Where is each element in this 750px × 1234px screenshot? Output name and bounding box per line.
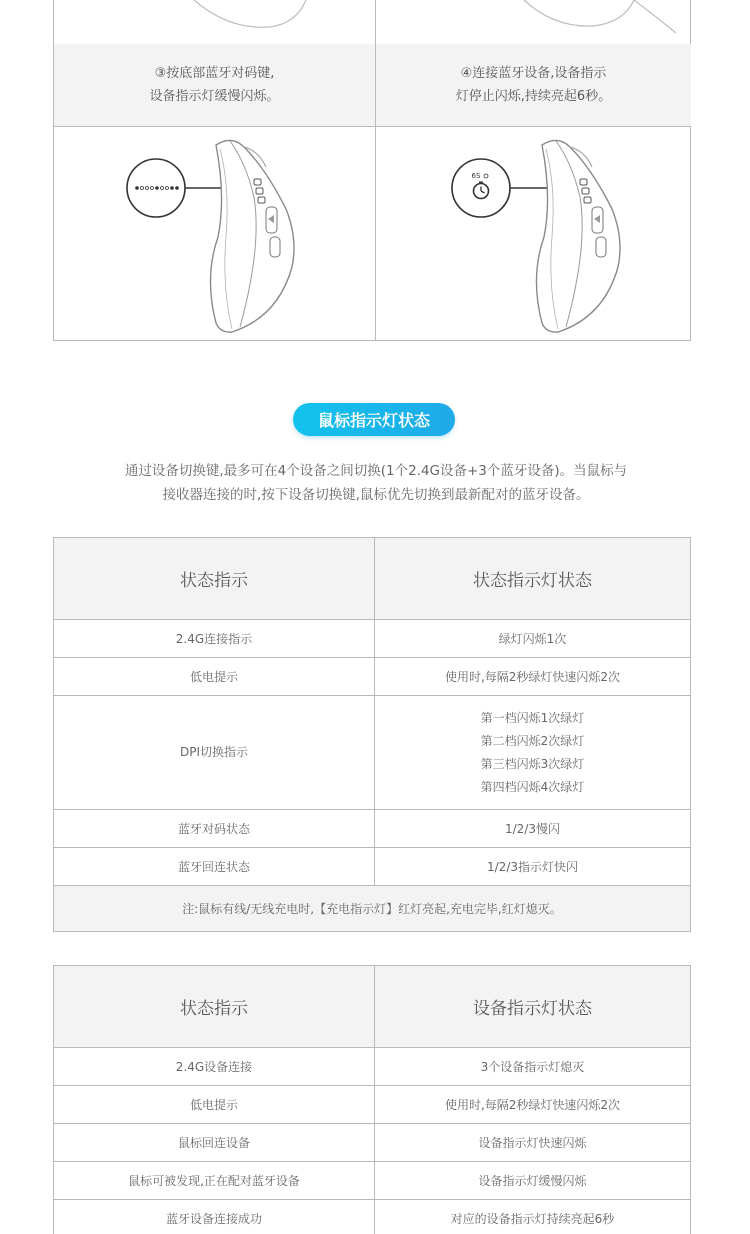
table-note-row [54, 886, 691, 932]
cropped-mouse-illustrations [54, 0, 691, 44]
table-row [54, 848, 691, 886]
step4-caption [376, 44, 691, 126]
table-cell: 设备指示灯缓慢闪烁 [375, 1162, 691, 1200]
table-cell: 蓝牙对码状态 [54, 810, 375, 848]
table-cell: 使用时,每隔2秒绿灯快速闪烁2次 [375, 1086, 691, 1124]
table-row [54, 1048, 691, 1086]
table-row [54, 658, 691, 696]
section-intro [60, 459, 692, 507]
six-seconds-badge: 6S [471, 172, 481, 180]
table-row [54, 810, 691, 848]
table-cell: 对应的设备指示灯持续亮起6秒 [375, 1200, 691, 1234]
table-cell: 低电提示 [54, 658, 375, 696]
table-cell: 鼠标回连设备 [54, 1124, 375, 1162]
table-cell: 鼠标可被发现,正在配对蓝牙设备 [54, 1162, 375, 1200]
table-row [54, 620, 691, 658]
table-cell: 1/2/3慢闪 [375, 810, 691, 848]
mouse-bottom-pairing-icon [54, 127, 375, 340]
table-row [54, 1124, 691, 1162]
dpi-level-2: 第二档闪烁2次绿灯 [480, 733, 585, 748]
table-header-status: 状态指示 [54, 966, 375, 1048]
mouse-connected-icon [376, 127, 691, 340]
table-cell: 1/2/3指示灯快闪 [375, 848, 691, 886]
table-header-row [54, 966, 691, 1048]
dpi-level-1: 第一档闪烁1次绿灯 [480, 710, 585, 725]
device-indicator-table [53, 965, 691, 1234]
table-cell: 2.4G设备连接 [54, 1048, 375, 1086]
table-note: 注:鼠标有线/无线充电时,【充电指示灯】红灯亮起,充电完毕,红灯熄灭。 [54, 886, 691, 932]
table-cell: 绿灯闪烁1次 [375, 620, 691, 658]
table-row [54, 1200, 691, 1234]
table-cell: 低电提示 [54, 1086, 375, 1124]
step4-illustration [376, 127, 691, 340]
table-header-row [54, 538, 691, 620]
table-cell: 3个设备指示灯熄灭 [375, 1048, 691, 1086]
step3-caption [54, 44, 375, 126]
intro-line1: 通过设备切换键,最多可在4个设备之间切换(1个2.4G设备+3个蓝牙设备)。当鼠标与 [124, 463, 628, 479]
table-cell: 使用时,每隔2秒绿灯快速闪烁2次 [375, 658, 691, 696]
table-row [54, 1086, 691, 1124]
dpi-level-4: 第四档闪烁4次绿灯 [480, 779, 585, 794]
instruction-grid [53, 0, 691, 341]
step3-caption-line1: ③按底部蓝牙对码键, [154, 66, 275, 81]
table-cell: 2.4G连接指示 [54, 620, 375, 658]
table-header-status: 状态指示 [54, 538, 375, 620]
table-cell: 蓝牙设备连接成功 [54, 1200, 375, 1234]
dpi-levels-cell [375, 696, 691, 810]
table-row [54, 1162, 691, 1200]
table-header-device-light-status: 设备指示灯状态 [375, 966, 691, 1048]
section-title-pill: 鼠标指示灯状态 [293, 403, 455, 436]
intro-line2: 接收器连接的时,按下设备切换键,鼠标优先切换到最新配对的蓝牙设备。 [162, 487, 590, 503]
step3-illustration [54, 127, 375, 340]
table-cell: 设备指示灯快速闪烁 [375, 1124, 691, 1162]
step3-caption-line2: 设备指示灯缓慢闪烁。 [149, 89, 280, 104]
mouse-indicator-table [53, 537, 691, 932]
step4-caption-line1: ④连接蓝牙设备,设备指示 [460, 66, 607, 81]
table-cell: DPI切换指示 [54, 696, 375, 810]
table-cell: 蓝牙回连状态 [54, 848, 375, 886]
table-header-light-status: 状态指示灯状态 [375, 538, 691, 620]
step4-caption-line2: 灯停止闪烁,持续亮起6秒。 [455, 89, 612, 104]
table-row [54, 696, 691, 810]
dpi-level-3: 第三档闪烁3次绿灯 [480, 756, 585, 771]
